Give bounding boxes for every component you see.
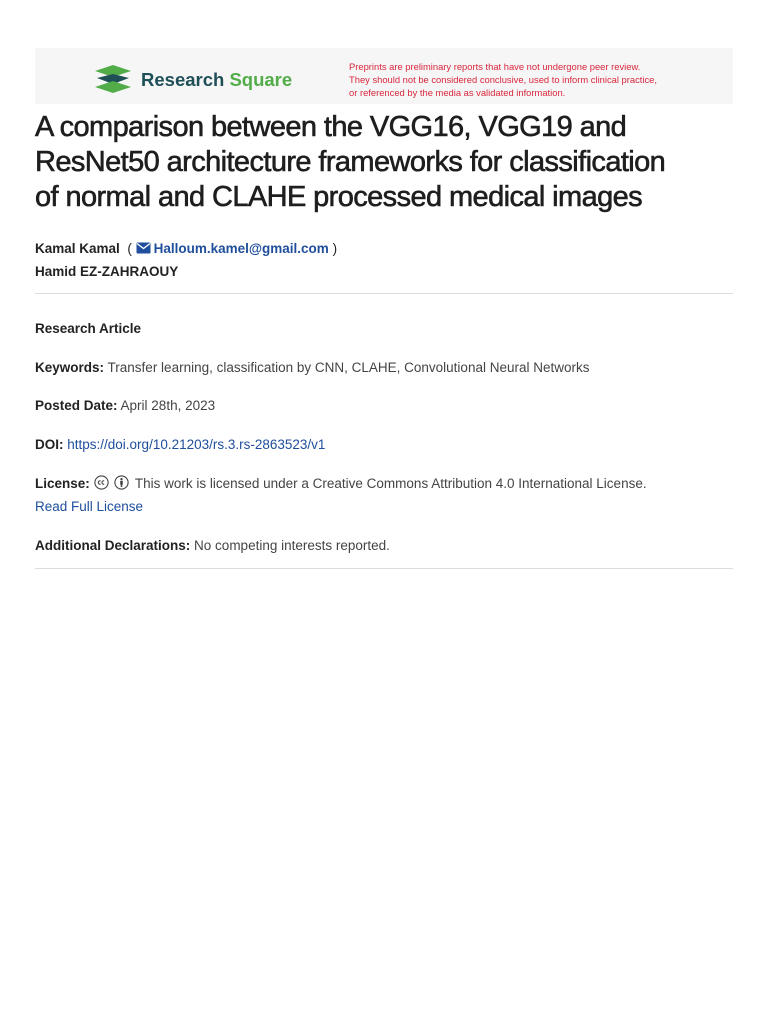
declarations-row xyxy=(35,534,733,557)
paper-title xyxy=(35,110,747,215)
keywords-label: Keywords: xyxy=(35,360,105,375)
author-email: Halloum.kamel@gmail.com xyxy=(153,241,329,256)
disclaimer-line: or referenced by the media as validated information. xyxy=(349,87,566,98)
doi-row xyxy=(35,433,733,456)
author-name: Kamal Kamal xyxy=(35,241,120,256)
by-icon xyxy=(114,475,129,490)
license-text: This work is licensed under a Creative Commons Attribution 4.0 International License. xyxy=(134,476,647,491)
license-row xyxy=(35,472,733,518)
author-row xyxy=(35,260,337,283)
research-square-logo[interactable] xyxy=(95,65,292,95)
divider xyxy=(35,293,733,294)
author-name: Hamid EZ-ZAHRAOUY xyxy=(35,264,179,279)
disclaimer-line: They should not be considered conclusive, used to inform clinical practice, xyxy=(349,74,657,85)
author-list xyxy=(35,237,337,283)
article-type: Research Article xyxy=(35,321,142,336)
keywords-value: Transfer learning, classification by CNN, CLAHE, Convolutional Neural Networks xyxy=(107,360,590,375)
declarations-label: Additional Declarations: xyxy=(35,538,191,553)
envelope-icon xyxy=(136,242,151,254)
doi-link[interactable]: https://doi.org/10.21203/rs.3.rs-2863523/v1 xyxy=(67,437,326,452)
posted-date-label: Posted Date: xyxy=(35,398,118,413)
cc-icon xyxy=(94,475,109,490)
divider xyxy=(35,568,733,569)
logo-text: Research Square xyxy=(141,69,293,90)
title-line: A comparison between the VGG16, VGG19 and xyxy=(35,111,627,143)
license-label: License: xyxy=(35,476,90,491)
posted-date-row xyxy=(35,394,733,417)
research-square-logo-icon xyxy=(95,65,133,95)
preprint-banner xyxy=(35,48,733,104)
declarations-value: No competing interests reported. xyxy=(194,538,390,553)
disclaimer-line: Preprints are preliminary reports that have not undergone peer review. xyxy=(349,61,641,72)
title-line: ResNet50 architecture frameworks for classification xyxy=(35,146,666,178)
keywords-row xyxy=(35,356,733,379)
posted-date-value: April 28th, 2023 xyxy=(120,398,216,413)
author-email-link[interactable] xyxy=(136,241,333,256)
preprint-disclaimer xyxy=(349,60,729,99)
title-line: of normal and CLAHE processed medical images xyxy=(35,181,643,213)
doi-label: DOI: xyxy=(35,437,64,452)
read-full-license-link[interactable]: Read Full License xyxy=(35,499,144,514)
author-row: Kamal Kamal ( Halloum.kamel@gmail.com ) xyxy=(35,241,338,256)
